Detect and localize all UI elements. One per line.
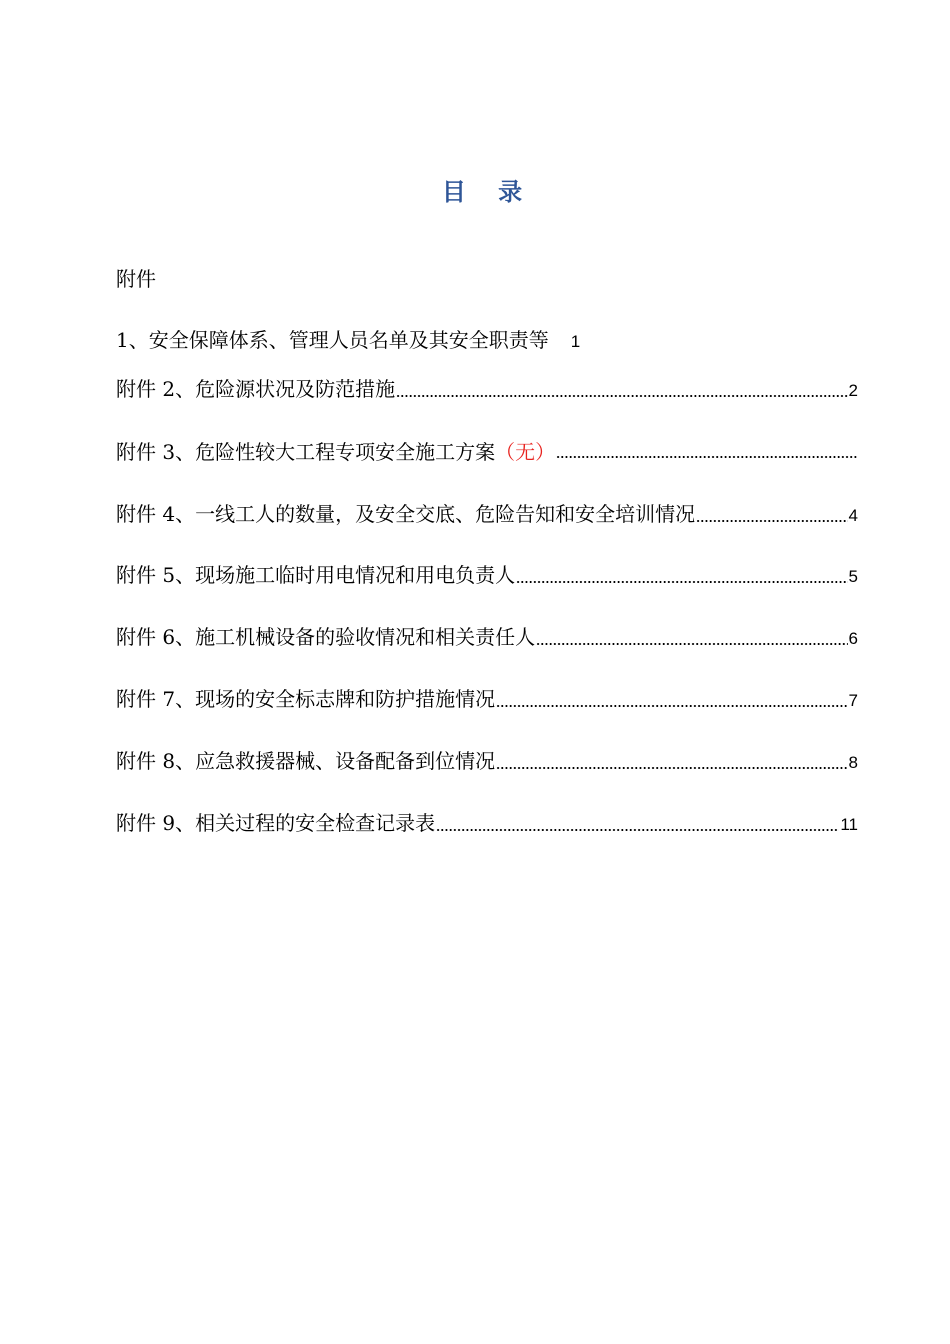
toc-page-number: 1: [570, 332, 581, 351]
toc-leader-dots: [696, 519, 847, 523]
toc-entry-text: 附件 6、施工机械设备的验收情况和相关责任人: [116, 625, 536, 649]
toc-leader-dots: [496, 704, 847, 708]
toc-leader-dots: [436, 828, 839, 832]
toc-entry-4[interactable]: [116, 501, 858, 529]
page-title: 目 录: [441, 178, 535, 206]
toc-page-number: 2: [848, 381, 858, 400]
toc-entry-1[interactable]: [116, 327, 580, 355]
toc-entry-note: （无）: [495, 440, 556, 464]
toc-entry-6[interactable]: [116, 624, 858, 652]
toc-leader-dots: [496, 766, 847, 770]
toc-entry-text: 1、安全保障体系、管理人员名单及其安全职责等: [116, 328, 549, 352]
toc-leader-dots: [556, 455, 857, 459]
toc-page-number: 5: [848, 567, 858, 586]
section-label: 附件: [116, 267, 156, 291]
toc-entry-text: 附件 8、应急救援器械、设备配备到位情况: [116, 749, 496, 773]
toc-entry-9[interactable]: [116, 810, 858, 838]
toc-page-number: 4: [848, 506, 858, 525]
toc-entry-text: 附件 2、危险源状况及防范措施: [116, 377, 396, 401]
toc-entry-2[interactable]: [116, 376, 858, 404]
toc-leader-dots: [396, 394, 847, 398]
toc-page-number: 8: [848, 753, 858, 772]
toc-entry-text: 附件 3、危险性较大工程专项安全施工方案: [116, 440, 496, 464]
toc-page-number: 11: [840, 815, 858, 834]
toc-entry-text: 附件 4、一线工人的数量，及安全交底、危险告知和安全培训情况: [116, 502, 696, 526]
toc-leader-dots: [516, 580, 847, 584]
toc-entry-5[interactable]: [116, 562, 858, 590]
toc-page-number: 7: [848, 691, 858, 710]
toc-entry-text: 附件 7、现场的安全标志牌和防护措施情况: [116, 687, 496, 711]
toc-entry-3[interactable]: [116, 439, 858, 465]
toc-leader-dots: [536, 642, 847, 646]
toc-entry-text: 附件 5、现场施工临时用电情况和用电负责人: [116, 563, 516, 587]
toc-entry-text: 附件 9、相关过程的安全检查记录表: [116, 811, 436, 835]
toc-page-number: 6: [848, 629, 858, 648]
toc-entry-7[interactable]: [116, 686, 858, 714]
toc-entry-8[interactable]: [116, 748, 858, 776]
